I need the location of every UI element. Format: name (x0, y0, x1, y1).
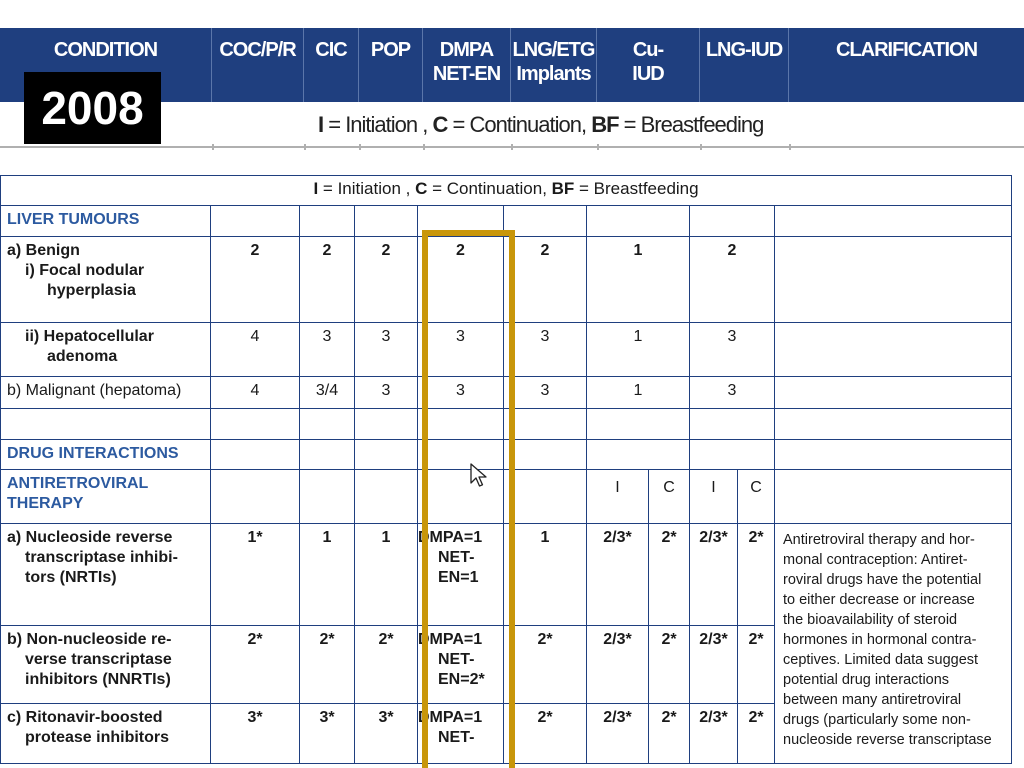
clarification-line: ceptives. Limited data suggest (783, 652, 979, 668)
empty-cell (300, 409, 355, 440)
cell-lng-initiation: 2/3* (690, 704, 738, 764)
clarification-line: to either decrease or increase (783, 592, 975, 608)
table-row (1, 206, 1012, 237)
header-cu-iud (597, 28, 700, 102)
legend-c-key: C (432, 112, 448, 137)
clarification-line: roviral drugs have the potential (783, 572, 982, 588)
cell-dmpa (418, 626, 504, 704)
table-row-spacer (1, 409, 1012, 440)
cell-cu-continuation: 2* (649, 704, 690, 764)
table-row (1, 323, 1012, 377)
section-heading-line: THERAPY (7, 495, 84, 512)
cell-implants: 3 (504, 323, 587, 377)
clarification-line: between many antiretroviral (783, 692, 962, 708)
cell-cu-initiation: 2/3* (587, 704, 649, 764)
header-label: IUD (632, 63, 664, 85)
empty-cell (355, 409, 418, 440)
empty-cell (690, 409, 775, 440)
condition-label: b) Malignant (hepatoma) (1, 377, 211, 409)
cell-pop: 2 (355, 237, 418, 323)
cell-cu-initiation: 2/3* (587, 524, 649, 626)
condition-label: tors (NRTIs) (25, 569, 117, 586)
empty-cell (504, 470, 587, 524)
mouse-cursor-icon (470, 463, 488, 489)
table-row (1, 524, 1012, 626)
tick (359, 144, 361, 150)
eligibility-table (0, 175, 1012, 764)
clarification-line: Antiretroviral therapy and hor- (783, 532, 975, 548)
empty-cell (418, 440, 504, 470)
header-dmpa (423, 28, 511, 102)
subheader-lng-initiation: I (690, 470, 738, 524)
condition-label: transcriptase inhibi- (25, 549, 178, 566)
header-implants (511, 28, 597, 102)
dmpa-value-line: DMPA=1 (418, 529, 483, 546)
empty-cell (775, 440, 1012, 470)
tick (597, 144, 599, 150)
clarification-line: monal contraception: Antiret- (783, 552, 968, 568)
empty-cell (1, 409, 211, 440)
tick (212, 144, 214, 150)
tick (304, 144, 306, 150)
legend-i-text: = Initiation , (323, 112, 433, 137)
cell-dmpa: 2 (418, 237, 504, 323)
clarification-line: nucleoside reverse transcriptase (783, 732, 992, 748)
legend-tick-marks (0, 144, 1024, 150)
legend-c-key: C (415, 179, 428, 198)
empty-cell (211, 470, 300, 524)
header-label: CONDITION (53, 39, 158, 61)
header-label: CLARIFICATION (835, 39, 978, 61)
empty-cell (418, 470, 504, 524)
subheader-lng-continuation: C (738, 470, 775, 524)
condition-sublabel: adenoma (47, 348, 118, 365)
empty-cell (775, 409, 1012, 440)
table-legend (1, 176, 1012, 206)
condition-cell (1, 704, 211, 764)
table-row (1, 440, 1012, 470)
dmpa-value-line: EN=2* (438, 671, 485, 688)
clarification-line: hormones in hormonal contra- (783, 632, 977, 648)
empty-cell (355, 440, 418, 470)
cell-lng-initiation: 2/3* (690, 626, 738, 704)
section-heading-antiretroviral (1, 470, 211, 524)
cell-cic: 1 (300, 524, 355, 626)
condition-cell (1, 524, 211, 626)
cell-cu-initiation: 2/3* (587, 626, 649, 704)
table-row (1, 377, 1012, 409)
empty-cell (211, 440, 300, 470)
condition-label: inhibitors (NNRTIs) (25, 671, 171, 688)
legend-bf-text: = Breastfeeding (574, 179, 699, 198)
header-coc (212, 28, 304, 102)
tick (511, 144, 513, 150)
legend-i-key: I (318, 112, 324, 137)
cell-cic: 3/4 (300, 377, 355, 409)
header-label: Cu- (632, 39, 664, 61)
header-lng-iud (700, 28, 789, 102)
empty-cell (504, 409, 587, 440)
empty-cell (300, 206, 355, 237)
cell-cu-iud: 1 (587, 377, 690, 409)
cell-lng-iud: 3 (690, 323, 775, 377)
cell-pop: 3 (355, 377, 418, 409)
clarification-line: drugs (particularly some non- (783, 712, 971, 728)
cell-pop: 1 (355, 524, 418, 626)
cell-pop: 3 (355, 323, 418, 377)
legend-i-key: I (313, 179, 319, 198)
header-pop (359, 28, 423, 102)
dmpa-value-line: DMPA=1 (418, 631, 483, 648)
condition-label: c) Ritonavir-boosted (7, 709, 163, 726)
header-legend (318, 112, 763, 138)
condition-label: a) Benign (7, 242, 80, 259)
condition-sublabel: i) Focal nodular (25, 262, 145, 279)
empty-cell (690, 440, 775, 470)
cell-pop: 2* (355, 626, 418, 704)
condition-label: b) Non-nucleoside re- (7, 631, 172, 648)
cell-cic: 2* (300, 626, 355, 704)
section-heading-liver: LIVER TUMOURS (1, 206, 211, 237)
header-cic (304, 28, 359, 102)
cell-lng-continuation: 2* (738, 704, 775, 764)
clarification-line: potential drug interactions (783, 672, 950, 688)
cell-coc: 1* (211, 524, 300, 626)
empty-cell (355, 470, 418, 524)
dmpa-value-line: NET- (438, 729, 475, 746)
cell-lng-continuation: 2* (738, 524, 775, 626)
condition-label: a) Nucleoside reverse (7, 529, 173, 546)
table-row (1, 470, 1012, 524)
legend-c-text: = Continuation, (447, 112, 592, 137)
condition-sublabel: hyperplasia (47, 282, 136, 299)
cell-coc: 2* (211, 626, 300, 704)
condition-cell (1, 323, 211, 377)
cell-dmpa (418, 704, 504, 764)
empty-cell (775, 323, 1012, 377)
dmpa-value-line: DMPA=1 (418, 709, 483, 726)
cell-coc: 2 (211, 237, 300, 323)
cell-cic: 2 (300, 237, 355, 323)
legend-bf-key: BF (551, 179, 575, 198)
tick (423, 144, 425, 150)
subheader-cu-continuation: C (649, 470, 690, 524)
condition-cell (1, 237, 211, 323)
condition-cell (1, 626, 211, 704)
section-heading-drug-interactions: DRUG INTERACTIONS (1, 440, 211, 470)
cell-cic: 3 (300, 323, 355, 377)
empty-cell (775, 377, 1012, 409)
cell-dmpa (418, 524, 504, 626)
dmpa-value-line: EN=1 (438, 569, 479, 586)
empty-cell (211, 206, 300, 237)
cell-implants: 1 (504, 524, 587, 626)
empty-cell (418, 409, 504, 440)
cell-implants: 2* (504, 626, 587, 704)
section-heading-line: ANTIRETROVIRAL (7, 475, 149, 492)
header-label: DMPA (439, 39, 494, 61)
cell-dmpa: 3 (418, 323, 504, 377)
table-row (1, 237, 1012, 323)
cell-cu-iud: 1 (587, 323, 690, 377)
year-badge: 2008 (24, 72, 161, 144)
header-clarification (789, 28, 1024, 102)
empty-cell (587, 206, 690, 237)
clarification-line: the bioavailability of steroid (783, 612, 958, 628)
cell-pop: 3* (355, 704, 418, 764)
table-legend-row (1, 176, 1012, 206)
empty-cell (504, 206, 587, 237)
empty-cell (300, 440, 355, 470)
header-label: COC/P/R (219, 39, 296, 61)
tick (789, 144, 791, 150)
cell-coc: 4 (211, 323, 300, 377)
subheader-cu-initiation: I (587, 470, 649, 524)
header-label: CIC (315, 39, 347, 61)
dmpa-value-line: NET- (438, 651, 475, 668)
cell-lng-iud: 3 (690, 377, 775, 409)
legend-c-text: = Continuation, (427, 179, 552, 198)
cell-lng-iud: 2 (690, 237, 775, 323)
empty-cell (587, 409, 690, 440)
header-label: LNG/ETG (512, 39, 595, 61)
cell-implants: 2 (504, 237, 587, 323)
cell-lng-continuation: 2* (738, 626, 775, 704)
condition-label: protease inhibitors (25, 729, 170, 746)
clarification-cell (775, 524, 1012, 764)
cell-implants: 3 (504, 377, 587, 409)
legend-i-text: = Initiation , (318, 179, 416, 198)
header-label: LNG-IUD (705, 39, 783, 61)
empty-cell (775, 237, 1012, 323)
cell-lng-initiation: 2/3* (690, 524, 738, 626)
legend-bf-key: BF (591, 112, 619, 137)
legend-bf-text: = Breastfeeding (618, 112, 764, 137)
header-label: Implants (516, 63, 591, 85)
cell-cu-iud: 1 (587, 237, 690, 323)
empty-cell (775, 206, 1012, 237)
empty-cell (690, 206, 775, 237)
tick (700, 144, 702, 150)
empty-cell (587, 440, 690, 470)
empty-cell (300, 470, 355, 524)
cell-cu-continuation: 2* (649, 626, 690, 704)
empty-cell (211, 409, 300, 440)
cell-cic: 3* (300, 704, 355, 764)
empty-cell (355, 206, 418, 237)
empty-cell (504, 440, 587, 470)
header-label: POP (370, 39, 411, 61)
cell-implants: 2* (504, 704, 587, 764)
dmpa-value-line: NET- (438, 549, 475, 566)
condition-sublabel: ii) Hepatocellular (25, 328, 154, 345)
condition-label: verse transcriptase (25, 651, 172, 668)
cell-dmpa: 3 (418, 377, 504, 409)
cell-coc: 4 (211, 377, 300, 409)
cell-coc: 3* (211, 704, 300, 764)
header-label: NET-EN (432, 63, 501, 85)
cell-cu-continuation: 2* (649, 524, 690, 626)
empty-cell (775, 470, 1012, 524)
empty-cell (418, 206, 504, 237)
